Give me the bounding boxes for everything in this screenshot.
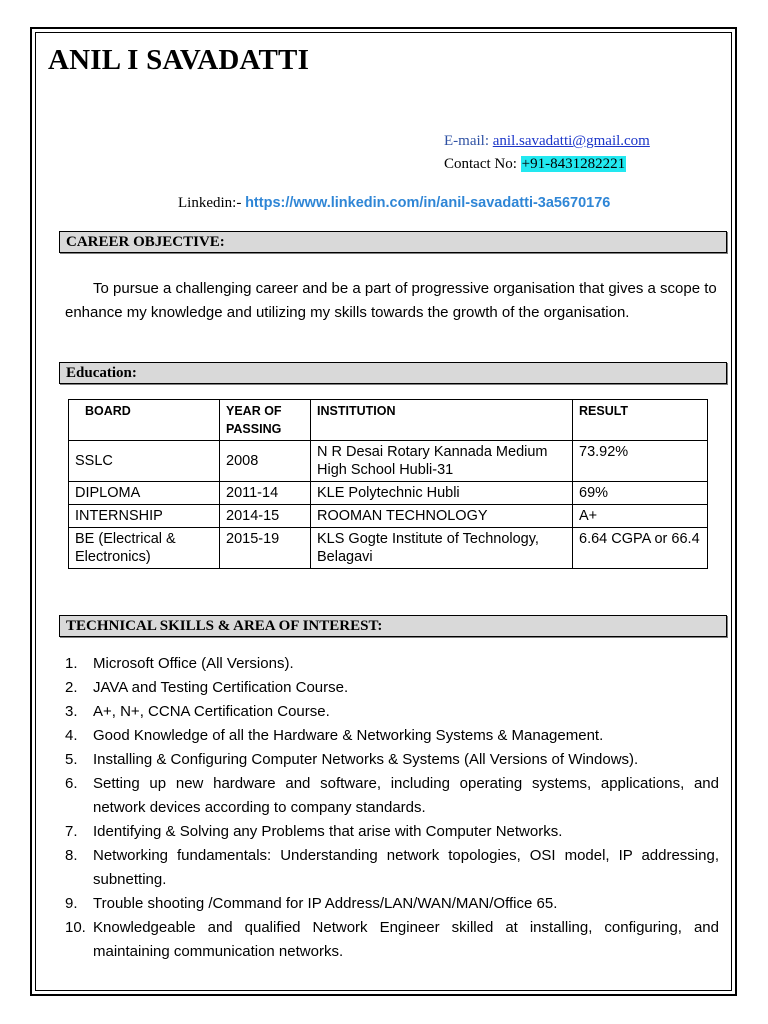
item-number: 10. bbox=[65, 919, 86, 936]
technical-skills-heading bbox=[59, 615, 727, 637]
list-item bbox=[65, 652, 719, 676]
section-title: Education: bbox=[66, 365, 137, 381]
item-text: Good Knowledge of all the Hardware & Networking Systems & Management. bbox=[93, 727, 604, 744]
list-item bbox=[65, 844, 719, 892]
list-item bbox=[65, 820, 719, 844]
item-text: Setting up new hardware and software, including operating systems, applications, and network devices according to company standards. bbox=[93, 775, 719, 816]
item-number: 3. bbox=[65, 703, 78, 720]
cell-institution: KLE Polytechnic Hubli bbox=[311, 482, 573, 505]
cell-institution: KLS Gogte Institute of Technology, Belagavi bbox=[311, 528, 573, 569]
item-number: 8. bbox=[65, 847, 78, 864]
objective-text: To pursue a challenging career and be a part of progressive organisation that gives a scope to enhance my knowledge and utilizing my skills towards the growth of the organisation. bbox=[65, 280, 717, 321]
linkedin-link[interactable]: https://www.linkedin.com/in/anil-savadatti-3a5670176 bbox=[245, 195, 611, 211]
list-item bbox=[65, 700, 719, 724]
cell-result: 69% bbox=[573, 482, 708, 505]
objective-paragraph bbox=[65, 277, 719, 325]
cell-institution: ROOMAN TECHNOLOGY bbox=[311, 505, 573, 528]
item-text: Knowledgeable and qualified Network Engineer skilled at installing, configuring, and maintaining communication networks. bbox=[93, 919, 719, 960]
item-text: Identifying & Solving any Problems that arise with Computer Networks. bbox=[93, 823, 563, 840]
list-item bbox=[65, 748, 719, 772]
cell-year: 2014-15 bbox=[220, 505, 311, 528]
list-item bbox=[65, 724, 719, 748]
item-number: 4. bbox=[65, 727, 78, 744]
item-text: A+, N+, CCNA Certification Course. bbox=[93, 703, 330, 720]
cell-result: 73.92% bbox=[573, 441, 708, 482]
item-number: 7. bbox=[65, 823, 78, 840]
column-header-institution: INSTITUTION bbox=[311, 400, 573, 441]
item-number: 9. bbox=[65, 895, 78, 912]
section-title: TECHNICAL SKILLS & AREA OF INTEREST: bbox=[66, 618, 383, 634]
cell-board: SSLC bbox=[69, 441, 220, 482]
item-text: JAVA and Testing Certification Course. bbox=[93, 679, 349, 696]
cell-year: 2015-19 bbox=[220, 528, 311, 569]
column-header-board: BOARD bbox=[69, 400, 220, 441]
item-number: 2. bbox=[65, 679, 78, 696]
list-item bbox=[65, 892, 719, 916]
list-item bbox=[65, 916, 719, 964]
email-link[interactable]: anil.savadatti@gmail.com bbox=[492, 133, 650, 149]
cell-year: 2011-14 bbox=[220, 482, 311, 505]
cell-year: 2008 bbox=[220, 441, 311, 482]
cell-board: BE (Electrical & Electronics) bbox=[69, 528, 220, 569]
item-text: Installing & Configuring Computer Networks & Systems (All Versions of Windows). bbox=[93, 751, 639, 768]
linkedin-line bbox=[178, 195, 610, 212]
table-row bbox=[69, 505, 708, 528]
career-objective-heading bbox=[59, 231, 727, 253]
resume-name: ANIL I SAVADATTI bbox=[48, 44, 310, 76]
item-text: Trouble shooting /Command for IP Address/LAN/WAN/MAN/Office 65. bbox=[93, 895, 558, 912]
cell-institution: N R Desai Rotary Kannada Medium High School Hubli-31 bbox=[311, 441, 573, 482]
column-header-year: YEAR OF PASSING bbox=[220, 400, 311, 441]
table-row bbox=[69, 441, 708, 482]
linkedin-label: Linkedin:- bbox=[178, 195, 242, 211]
skills-list bbox=[65, 652, 719, 964]
item-number: 5. bbox=[65, 751, 78, 768]
cell-board: DIPLOMA bbox=[69, 482, 220, 505]
item-number: 6. bbox=[65, 775, 78, 792]
contact-label: Contact No: bbox=[444, 156, 517, 172]
cell-result: 6.64 CGPA or 66.4 bbox=[573, 528, 708, 569]
item-number: 1. bbox=[65, 655, 78, 672]
cell-result: A+ bbox=[573, 505, 708, 528]
table-row bbox=[69, 482, 708, 505]
item-text: Networking fundamentals: Understanding network topologies, OSI model, IP addressing, subnetting. bbox=[93, 847, 719, 888]
list-item bbox=[65, 676, 719, 700]
table-header-row bbox=[69, 400, 708, 441]
section-title: CAREER OBJECTIVE: bbox=[66, 234, 225, 250]
education-table bbox=[68, 399, 708, 569]
list-item bbox=[65, 772, 719, 820]
table-row bbox=[69, 528, 708, 569]
email-label: E-mail: bbox=[444, 133, 489, 149]
education-heading bbox=[59, 362, 727, 384]
contact-line bbox=[444, 156, 626, 173]
cell-board: INTERNSHIP bbox=[69, 505, 220, 528]
column-header-result: RESULT bbox=[573, 400, 708, 441]
item-text: Microsoft Office (All Versions). bbox=[93, 655, 294, 672]
phone-number: +91-8431282221 bbox=[521, 156, 626, 172]
email-line bbox=[444, 133, 650, 150]
